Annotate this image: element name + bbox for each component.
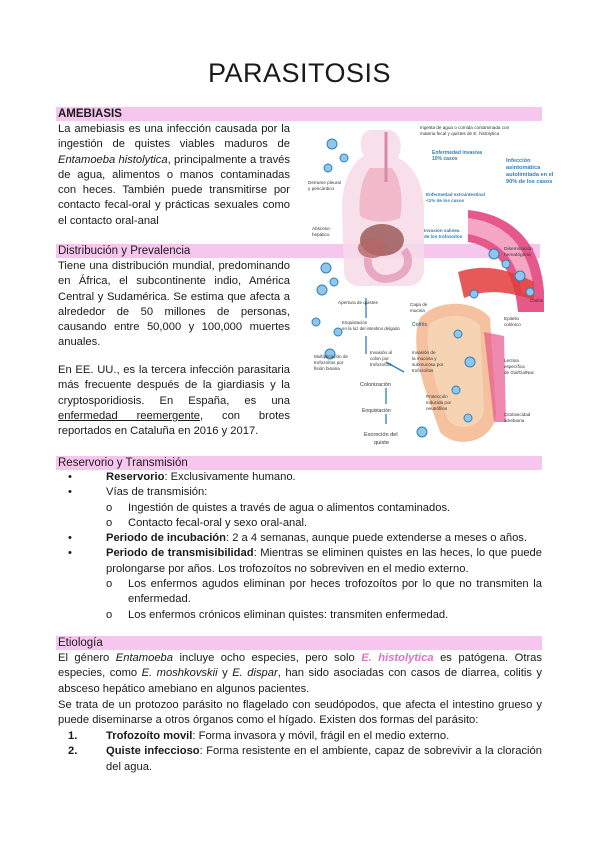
list-item: • Periodo de incubación: 2 a 4 semanas, aunque puede extenderse a meses o años. [68, 532, 528, 545]
distribucion-paragraph-2: En EE. UU., es la tercera infección parasitaria más frecuente después de la giardiasis y la cryptosporidiosis. En España, es una enfermedad reemergente, con brotes reportados en Cataluña en 2016 y 2017. [58, 364, 290, 438]
svg-text:trofozoítos: trofozoítos [412, 368, 434, 373]
etiologia-paragraph-2: Se trata de un protozoo parásito no flagelado con seudópodos, que afecta el intestino grueso y puede diseminarse a otros órganos como el hígado. Existen dos formas del parásito: [58, 699, 542, 727]
svg-text:<1% de los casos: <1% de los casos [426, 198, 465, 203]
list-subitem: o Los enfermos crónicos eliminan quistes: transmiten enfermedad. [106, 608, 449, 621]
svg-text:Colonización: Colonización [360, 382, 391, 388]
svg-text:y pericárdico: y pericárdico [308, 186, 335, 191]
list-subitem: o Contacto fecal-oral y sexo oral-anal. [106, 516, 308, 529]
svg-text:quiste: quiste [374, 440, 389, 446]
svg-text:trofozoítos: trofozoítos [370, 362, 392, 367]
svg-text:Apertura de quistes: Apertura de quistes [338, 300, 378, 305]
svg-text:de Gal/GalNac: de Gal/GalNac [504, 370, 535, 375]
svg-text:materia fecal y quistes de E.: materia fecal y quistes de E. histolytica [420, 131, 500, 136]
svg-text:colon por: colon por [370, 356, 389, 361]
list-subitem: o Ingestión de quistes a través de agua o alimentos contaminados. [106, 501, 451, 514]
list-item: 1. Trofozoíto movil: Forma invasora y móvil, frágil en el medio externo. [68, 730, 450, 742]
svg-text:Derrame pleural: Derrame pleural [308, 180, 341, 185]
svg-text:Enfermedad invasiva: Enfermedad invasiva [432, 150, 483, 156]
svg-text:neutrófilos: neutrófilos [426, 406, 448, 411]
amebiasis-paragraph: La amebiasis es una infección causada por la ingestión de quistes viables maduros de Entamoeba histolytica, principalmente a través de agua, alimentos o manos contaminadas con heces. También puede transmitirse por contacto fecal-oral y prácticas sexuales como el contacto oral-anal [58, 123, 290, 227]
reservorio-list [56, 470, 542, 623]
svg-text:fisión binaria: fisión binaria [314, 366, 340, 371]
svg-text:10% casos: 10% casos [432, 156, 458, 162]
etiologia-paragraph-1: El género Entamoeba incluye ocho especies, pero solo E. histolytica es patógena. Otras especies, como E. moshkovskii y E. dispar, han sido asociadas con casos de diarrea, colitis y absceso hepático amebiano en algunos pacientes. [58, 652, 543, 695]
svg-text:Colitis: Colitis [412, 322, 428, 328]
svg-text:hematógena: hematógena [504, 253, 531, 258]
svg-text:submucosa por: submucosa por [412, 362, 444, 367]
svg-text:Invasión al: Invasión al [370, 350, 392, 355]
svg-text:autolimitada en el: autolimitada en el [506, 172, 554, 178]
svg-text:Invasión salinea: Invasión salinea [424, 228, 460, 233]
svg-text:Enquistación: Enquistación [362, 408, 391, 414]
svg-text:Protección: Protección [426, 394, 448, 399]
svg-text:de los trofozoítos: de los trofozoítos [424, 234, 463, 239]
svg-text:Infección: Infección [506, 158, 531, 164]
svg-text:Diseminación: Diseminación [504, 247, 533, 252]
svg-text:90% de los casos: 90% de los casos [506, 179, 553, 185]
svg-text:en la luz del intestino delgad: en la luz del intestino delgado [342, 326, 400, 331]
svg-text:específica: específica [504, 364, 525, 369]
svg-text:Enquistación: Enquistación [342, 320, 368, 325]
section-heading-distribucion: Distribución y Prevalencia [56, 244, 540, 258]
svg-text:Epitelio: Epitelio [504, 316, 520, 321]
list-item: 2. Quiste infeccioso: Forma resistente en el ambiente, capaz de sobrevivir a la cloración del agua. [68, 745, 542, 773]
svg-text:Invasión de: Invasión de [412, 350, 436, 355]
svg-text:amebiana: amebiana [504, 418, 525, 423]
etiologia-numbered-list [56, 729, 542, 775]
svg-text:Citotoxicidad: Citotoxicidad [504, 412, 531, 417]
svg-text:mucina: mucina [410, 308, 425, 313]
svg-text:inducida por: inducida por [426, 400, 452, 405]
svg-text:hepático: hepático [312, 232, 330, 237]
distribucion-paragraph-1: Tiene una distribución mundial, predominando en África, el subcontinente indio, América Central y Sudamérica. Se estima que afecta a alrededor de 50 millones de personas, causando entre 50,000 y 100,000 muertes anuales. [58, 260, 290, 349]
list-item: • Periodo de transmisibilidad: Mientras se eliminen quistes en las heces, lo que puede prolongarse por años. Los trofozoítos no sobreviven en el medio externo. [68, 547, 542, 575]
svg-text:Ingesta de agua o comida conta: Ingesta de agua o comida contaminada con [420, 125, 510, 130]
svg-text:colónico: colónico [504, 322, 521, 327]
svg-text:Multiplicación de: Multiplicación de [314, 354, 348, 359]
svg-text:Colitis: Colitis [530, 299, 544, 304]
svg-text:trofozoítos por: trofozoítos por [314, 360, 344, 365]
list-subitem: o Los enfermos agudos eliminan por heces trofozoítos por lo que no transmiten la enfermedad. [106, 578, 542, 606]
amebiasis-lifecycle-illustration [308, 122, 554, 460]
section-heading-etiologia: Etiología [56, 636, 542, 650]
svg-text:Absceso: Absceso [312, 226, 330, 231]
svg-text:Lectina: Lectina [504, 358, 519, 363]
svg-text:Capa de: Capa de [410, 302, 428, 307]
list-item: • Reservorio: Exclusivamente humano. [68, 471, 296, 483]
svg-text:Enfermedad extraintestinal: Enfermedad extraintestinal [426, 192, 485, 197]
list-item: • Vías de transmisión: [68, 486, 208, 499]
svg-text:Excreción del: Excreción del [364, 432, 398, 438]
section-heading-amebiasis: AMEBIASIS [56, 107, 542, 121]
svg-text:la mucosa y: la mucosa y [412, 356, 437, 361]
section-heading-reservorio: Reservorio y Transmisión [56, 456, 542, 470]
page-title: PARASITOSIS [207, 58, 392, 88]
svg-text:asintomática: asintomática [506, 165, 541, 171]
